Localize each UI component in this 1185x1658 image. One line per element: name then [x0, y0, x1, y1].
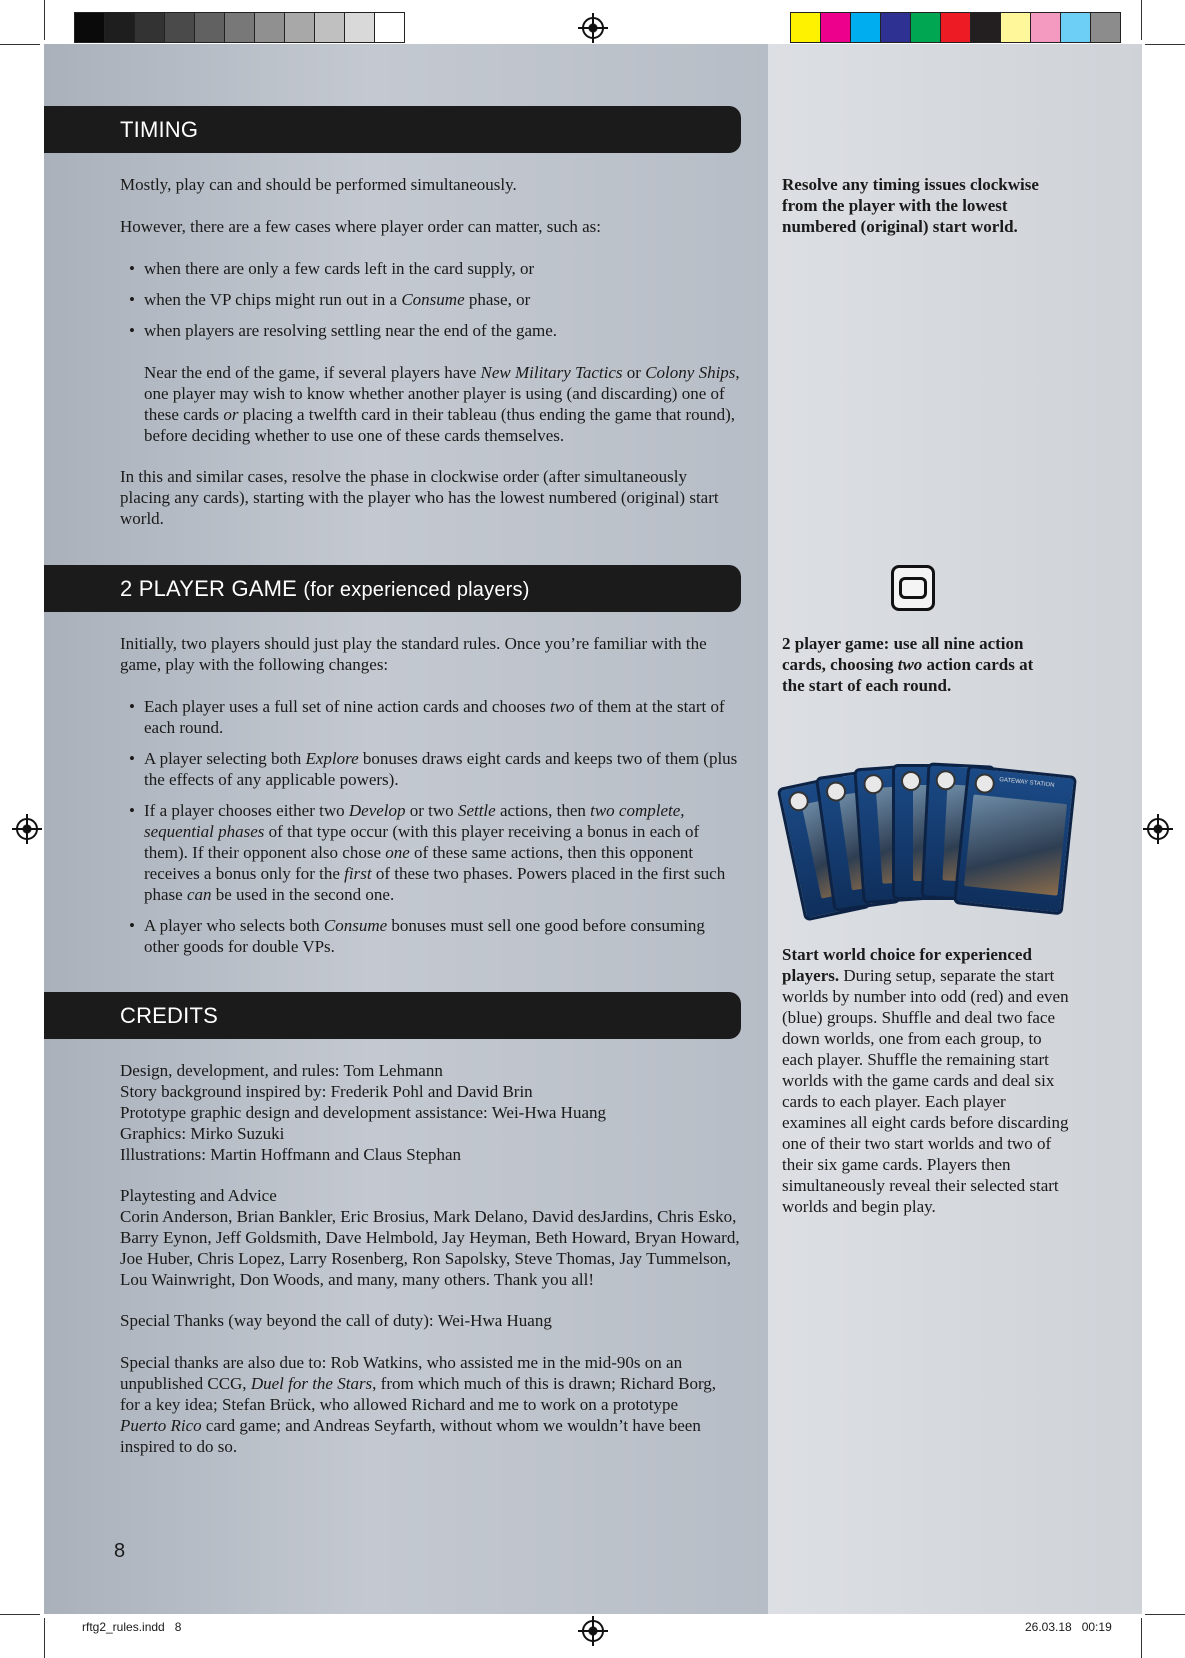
start-world-cards-illustration: [780, 752, 1080, 922]
page-number: 8: [114, 1540, 126, 1562]
color-swatch: [881, 13, 911, 42]
timing-sidebar-note: Resolve any timing issues clockwise from the player with the lowest numbered (original) start world.: [782, 175, 1039, 236]
playtesting-names: Corin Anderson, Brian Bankler, Eric Brosius, Mark Delano, David desJardins, Chris Esko, Barry Eynon, Jeff Goldsmith, Dave Helmbold, Jay Heyman, Beth Howard, Bryan Howard, Joe Huber, Chris Lopez, Larry Rosenberg, Ron Sapolsky, Steve Thomas, Jay Tummelson, Lou Wainwright, Don Woods, and many, many others. Thank you all!: [120, 1207, 740, 1289]
gray-color-bar: [74, 12, 405, 43]
list-item: • when the VP chips might run out in a Consume phase, or: [120, 289, 740, 310]
two-player-bullet-list: [120, 696, 740, 957]
list-item: • Each player uses a full set of nine action cards and chooses two of them at the start of each round.: [120, 696, 740, 738]
timing-paragraph-3: In this and similar cases, resolve the phase in clockwise order (after simultaneously placing any cards), starting with the player who has the lowest numbered (original) start world.: [120, 467, 719, 528]
registration-mark-icon: [1147, 818, 1169, 840]
action-card-icon: [891, 565, 935, 611]
crop-mark: [1145, 1614, 1185, 1615]
special-thanks: Special Thanks (way beyond the call of duty): Wei-Hwa Huang: [120, 1311, 552, 1330]
list-item: • A player selecting both Explore bonuses draws eight cards and keeps two of them (plus the effects of any applicable powers).: [120, 748, 740, 790]
color-swatch: [255, 13, 285, 42]
color-swatch: [285, 13, 315, 42]
timing-paragraph-1: Mostly, play can and should be performed simultaneously.: [120, 175, 517, 194]
color-swatch: [195, 13, 225, 42]
crop-mark: [44, 1618, 45, 1658]
credits-heading: [44, 992, 741, 1039]
two-player-heading-subtitle: (for experienced players): [303, 579, 530, 601]
color-swatch: [375, 13, 404, 42]
color-swatch: [105, 13, 135, 42]
timing-heading-text: TIMING: [120, 117, 199, 142]
card: [953, 765, 1077, 916]
color-swatch: [971, 13, 1001, 42]
color-swatch: [1001, 13, 1031, 42]
two-player-heading: [44, 565, 741, 612]
credit-line: Prototype graphic design and development assistance: Wei-Hwa Huang: [120, 1103, 606, 1122]
color-swatch: [851, 13, 881, 42]
color-swatch: [1031, 13, 1061, 42]
footer-date: 26.03.18 00:19: [1025, 1620, 1112, 1634]
crop-mark: [44, 0, 45, 40]
color-swatch: [225, 13, 255, 42]
list-item: • when there are only a few cards left in the card supply, or: [120, 258, 740, 279]
timing-heading: [44, 106, 741, 153]
special-thanks-2: Special thanks are also due to: Rob Watkins, who assisted me in the mid-90s on an unpublished CCG, Duel for the Stars, from which much of this is drawn; Richard Borg, for a key idea; Stefan Brück, who allowed Richard and me to work on a prototype Puerto Rico card game; and Andreas Seyfarth, without whom we wouldn’t have been inspired to do so.: [120, 1353, 717, 1456]
color-swatch: [791, 13, 821, 42]
start-world-text: During setup, separate the start worlds by number into odd (red) and even (blue) groups. Shuffle and deal two face down worlds, one from each group, to each player. Shuffle the remaining start worlds with the game cards and deal six cards to each player. Each player examines all eight cards before discarding one of their two start worlds and two of their six game cards. Players then simultaneously reveal their selected start worlds and begin play.: [782, 966, 1069, 1216]
color-swatch: [821, 13, 851, 42]
start-world-title: Start world choice for experienced players.: [782, 945, 1032, 985]
color-swatch: [315, 13, 345, 42]
color-swatch: [345, 13, 375, 42]
list-item: • If a player chooses either two Develop or two Settle actions, then two complete, sequential phases of that type occur (with this player receiving a bonus in each of them). If their opponent also chose one of these same actions, then this opponent receives a bonus only for the first of these two phases. Powers placed in the first such phase can be used in the second one.: [120, 800, 740, 905]
footer-filename: rftg2_rules.indd 8: [82, 1620, 182, 1634]
credit-line: Graphics: Mirko Suzuki: [120, 1124, 285, 1143]
crop-mark: [0, 1614, 40, 1615]
credit-line: Illustrations: Martin Hoffmann and Claus Stephan: [120, 1145, 462, 1164]
timing-paragraph-2: However, there are a few cases where player order can matter, such as:: [120, 217, 601, 236]
registration-mark-icon: [16, 818, 38, 840]
registration-mark-icon: [582, 17, 604, 39]
crop-mark: [1145, 44, 1185, 45]
credit-line: Story background inspired by: Frederik Pohl and David Brin: [120, 1082, 533, 1101]
credit-line: Design, development, and rules: Tom Lehmann: [120, 1061, 443, 1080]
timing-indented-paragraph: Near the end of the game, if several players have New Military Tactics or Colony Ships, one player may wish to know whether another player is using (and discarding) one of these cards or placing a twelfth card in their tableau (thus ending the game that round), before deciding whether to use one of these cards themselves.: [144, 363, 740, 445]
two-player-sidebar-note: 2 player game: use all nine action cards, choosing two action cards at the start of each round.: [782, 634, 1034, 695]
color-swatch: [1061, 13, 1091, 42]
playtesting-title: Playtesting and Advice: [120, 1186, 277, 1205]
credits-list: [120, 1060, 740, 1165]
color-swatch: [1091, 13, 1120, 42]
timing-bullet-list: [120, 258, 740, 341]
list-item: • A player who selects both Consume bonuses must sell one good before consuming other goods for double VPs.: [120, 915, 740, 957]
color-swatch: [165, 13, 195, 42]
color-swatch: [941, 13, 971, 42]
crop-mark: [1141, 1618, 1142, 1658]
start-world-sidebar-note: [782, 944, 1072, 1217]
credits-heading-text: CREDITS: [120, 1003, 218, 1028]
crop-mark: [1141, 0, 1142, 40]
two-player-heading-text: 2 PLAYER GAME: [120, 576, 298, 601]
color-swatch: [135, 13, 165, 42]
two-player-intro: Initially, two players should just play the standard rules. Once you’re familiar with the game, play with the following changes:: [120, 634, 707, 674]
cmyk-color-bar: [790, 12, 1121, 43]
color-swatch: [911, 13, 941, 42]
crop-mark: [0, 44, 40, 45]
card-title: GATEWAY STATION: [998, 777, 1055, 789]
color-swatch: [75, 13, 105, 42]
registration-mark-icon: [582, 1620, 604, 1642]
list-item: • when players are resolving settling near the end of the game.: [120, 320, 740, 341]
